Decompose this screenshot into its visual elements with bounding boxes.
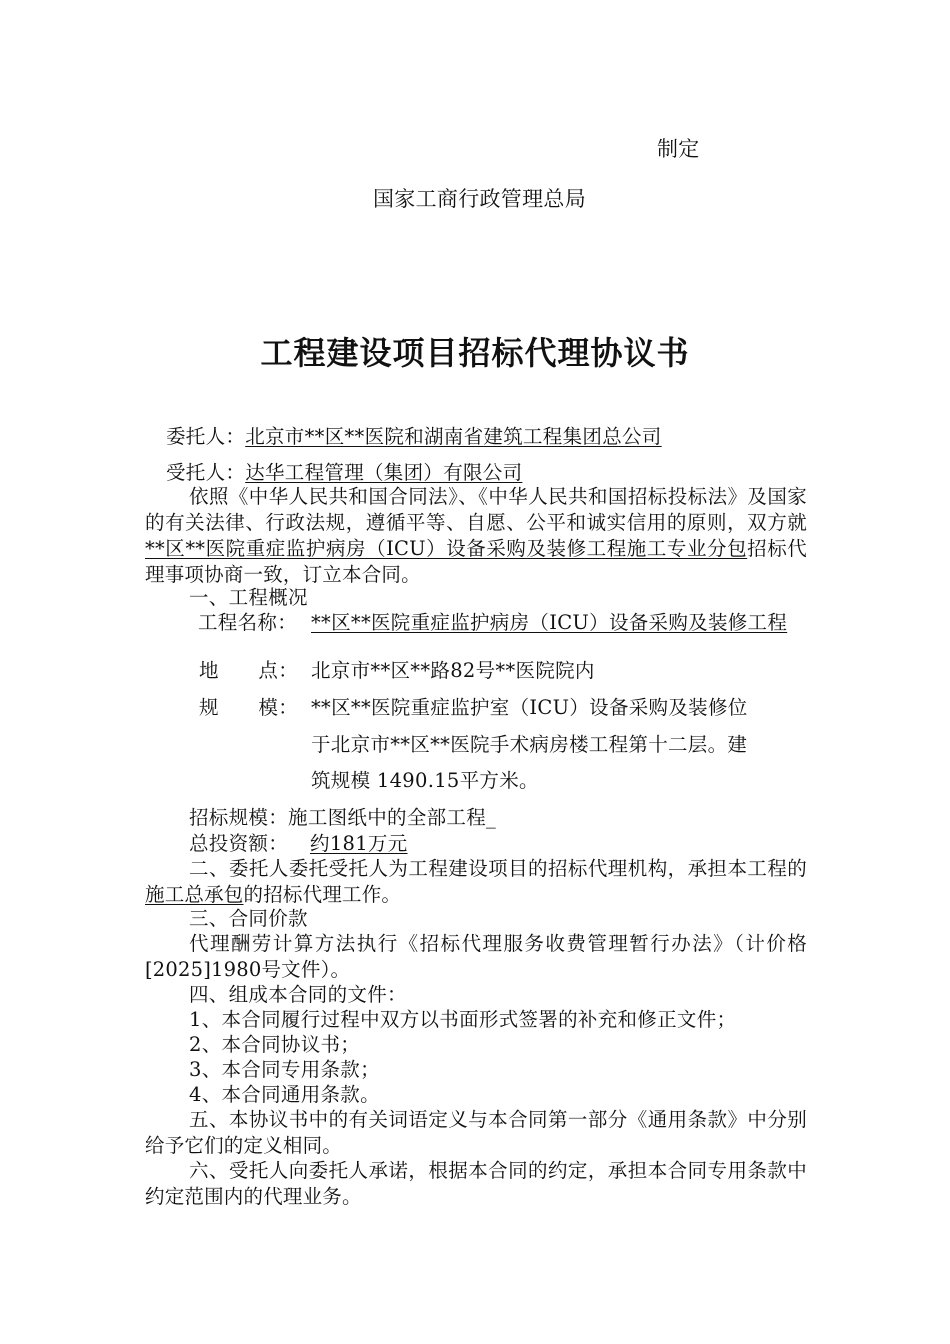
section-2-underlined: 施工总承包	[145, 883, 244, 906]
page-title: 工程建设项目招标代理协议书	[260, 334, 690, 372]
scale-line-1: **区**医院重症监护室（ICU）设备采购及装修位	[311, 696, 748, 719]
section-2-post: 的招标代理工作。	[243, 883, 402, 906]
client-label: 委托人：	[166, 425, 246, 448]
intro-pre: 依照《中华人民共和国合同法》、《中华人民共和国招标投标法》及国家的有关法律、行政法规，遵循平等、自愿、公平和诚实信用的原则，双方就	[145, 485, 807, 534]
agent-label: 受托人：	[166, 461, 246, 484]
investment-line	[189, 831, 408, 857]
overview-heading: 一、工程概况	[189, 586, 308, 609]
bid-scale-line	[189, 805, 496, 831]
section-3-text: 代理酬劳计算方法执行《招标代理服务收费管理暂行办法》（计价格[2025]1980号文件）。	[145, 932, 807, 981]
scale-line-2: 于北京市**区**医院手术病房楼工程第十二层。建	[311, 733, 748, 756]
section-2-pre: 二、委托人委托受托人为工程建设项目的招标代理机构，承担本工程的	[189, 857, 807, 880]
agent-line	[166, 460, 522, 486]
section-4-item: 2、本合同协议书；	[189, 1033, 361, 1056]
intro-post: 招标代理事项协商一致，订立本合同。	[145, 537, 807, 586]
section-6-paragraph: 六、受托人向委托人承诺，根据本合同的约定，承担本合同专用条款中约定范围内的代理业务。	[145, 1159, 807, 1208]
section-5-paragraph: 五、本协议书中的有关词语定义与本合同第一部分《通用条款》中分别给予它们的定义相同。	[145, 1108, 807, 1157]
section-3-heading: 三、合同价款	[189, 907, 308, 930]
section-4-item: 3、本合同专用条款；	[189, 1058, 380, 1081]
agent-name: 达华工程管理（集团）有限公司	[245, 461, 523, 484]
project-name-label: 工程名称：	[198, 611, 298, 634]
scale-label: 规 模：	[199, 696, 299, 719]
section-4-item: 4、本合同通用条款。	[189, 1083, 380, 1106]
zhiding-text: 制定	[657, 137, 700, 161]
issuer-text: 国家工商行政管理总局	[373, 187, 586, 211]
intro-project: **区**医院重症监护病房（ICU）设备采购及装修工程施工专业分包	[145, 537, 748, 560]
section-2-paragraph	[145, 856, 807, 908]
client-line	[166, 424, 662, 450]
section-4-item: 1、本合同履行过程中双方以书面形式签署的补充和修正文件；	[189, 1008, 737, 1031]
project-name-value: **区**医院重症监护病房（ICU）设备采购及装修工程	[311, 611, 788, 634]
scale-line-3: 筑规模 1490.15平方米。	[311, 769, 539, 792]
section-4-heading: 四、组成本合同的文件：	[189, 983, 407, 1006]
client-name: 北京市**区**医院和湖南省建筑工程集团总公司	[245, 425, 662, 448]
bid-scale-value: 施工图纸中的全部工程_	[288, 806, 497, 829]
location-value: 北京市**区**路82号**医院院内	[311, 659, 595, 682]
investment-label: 总投资额：	[189, 832, 289, 855]
location-label: 地 点：	[199, 659, 299, 682]
intro-paragraph	[145, 484, 807, 588]
investment-value: 约181万元	[310, 832, 408, 855]
bid-scale-label: 招标规模：	[189, 806, 289, 829]
